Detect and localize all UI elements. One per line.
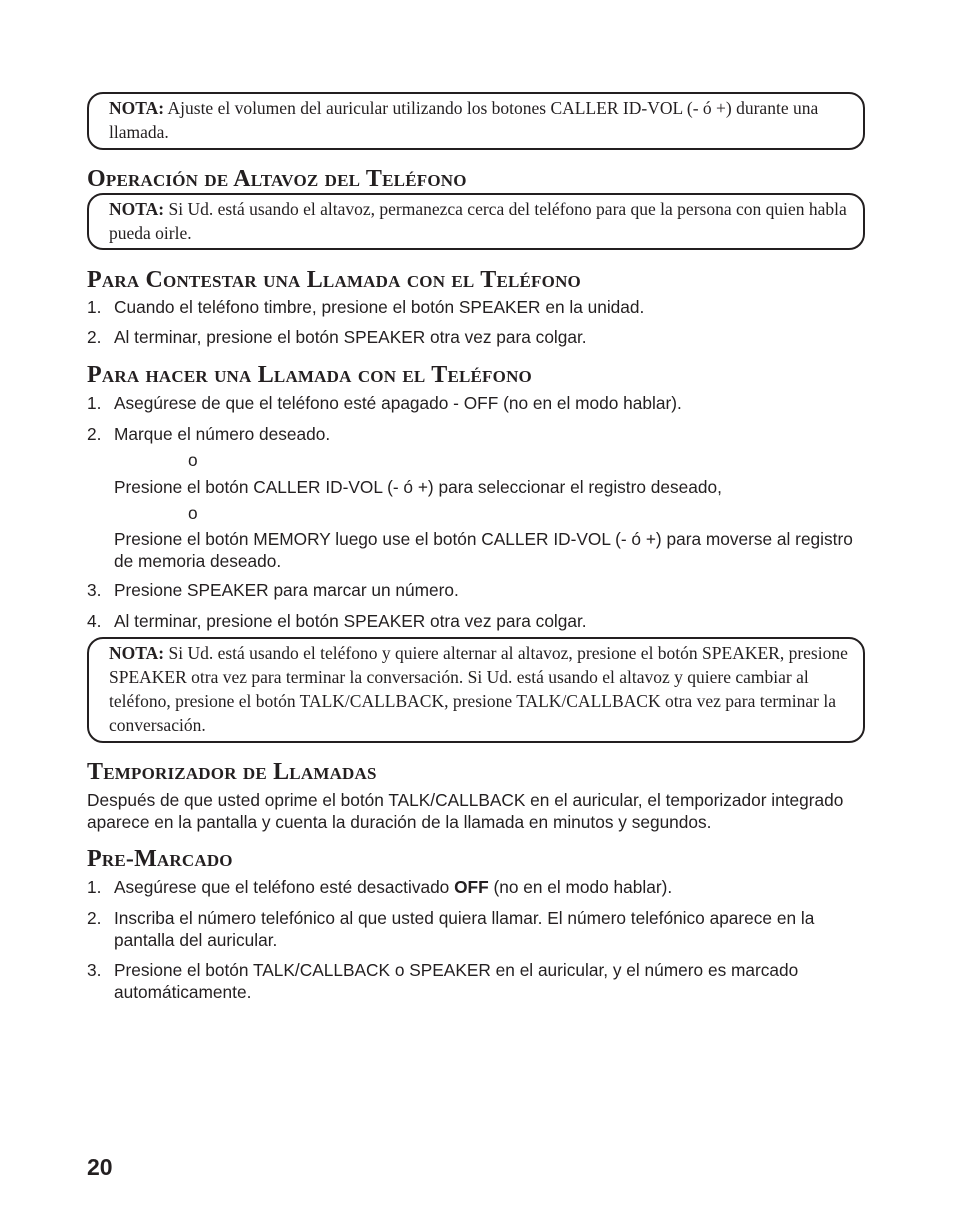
- item-text: Marque el número deseado.: [114, 424, 331, 444]
- note-text: Si Ud. está usando el teléfono y quiere alternar al altavoz, presione el botón SPEAKER, presione SPEAKER otra vez para terminar la conversación. Si Ud. está usando el altavoz y quiere cambiar al teléfono, presione el botón TALK/CALLBACK, presione TALK/CALLBACK otra vez para terminar la conversación.: [109, 643, 848, 735]
- or-separator: o: [188, 503, 198, 523]
- note-text: Ajuste el volumen del auricular utilizando los botones CALLER ID-VOL (- ó +) durante una llamada.: [109, 98, 819, 142]
- note-box-volume: [87, 92, 865, 150]
- heading-answer-call: Para Contestar una Llamada con el Teléfono: [87, 267, 581, 293]
- list-item: [87, 959, 867, 1003]
- heading-make-call: Para hacer una Llamada con el Teléfono: [87, 362, 532, 388]
- list-item: [87, 423, 867, 445]
- heading-call-timer: Temporizador de Llamadas: [87, 759, 377, 785]
- list-item: [87, 610, 867, 632]
- item-text: Cuando el teléfono timbre, presione el botón SPEAKER en la unidad.: [114, 297, 645, 317]
- item-text: [114, 876, 867, 898]
- alternative-step: Presione el botón MEMORY luego use el botón CALLER ID-VOL (- ó +) para moverse al registro de memoria deseado.: [114, 529, 853, 571]
- item-text: Asegúrese de que el teléfono esté apagado - OFF (no en el modo hablar).: [114, 393, 682, 413]
- item-number: 3.: [87, 960, 102, 980]
- item-text-before: Asegúrese que el teléfono esté desactivado: [114, 877, 455, 897]
- note-box-speaker: [87, 193, 865, 250]
- note-label: NOTA:: [109, 199, 165, 219]
- item-text: Presione el botón TALK/CALLBACK o SPEAKER en el auricular, y el número es marcado automáticamente.: [114, 960, 799, 1002]
- heading-speaker-operation: Operación de Altavoz del Teléfono: [87, 166, 467, 192]
- item-text: Presione SPEAKER para marcar un número.: [114, 580, 459, 600]
- off-keyword: OFF: [454, 877, 489, 897]
- item-text: Al terminar, presione el botón SPEAKER otra vez para colgar.: [114, 611, 587, 631]
- note-label: NOTA:: [109, 643, 165, 663]
- item-number: 4.: [87, 611, 102, 631]
- list-item: [87, 296, 867, 318]
- item-number: 2.: [87, 908, 102, 928]
- page-number: 20: [87, 1154, 113, 1180]
- timer-description: Después de que usted oprime el botón TALK/CALLBACK en el auricular, el temporizador integrado aparece en la pantalla y cuenta la duración de la llamada en minutos y segundos.: [87, 790, 844, 832]
- list-item: [87, 876, 867, 898]
- item-text: Al terminar, presione el botón SPEAKER otra vez para colgar.: [114, 327, 587, 347]
- item-number: 1.: [87, 393, 102, 413]
- item-number: 2.: [87, 327, 102, 347]
- alternative-step: Presione el botón CALLER ID-VOL (- ó +) para seleccionar el registro deseado,: [114, 477, 722, 497]
- note-box-switch: [87, 637, 865, 743]
- item-number: 2.: [87, 424, 102, 444]
- item-text: Inscriba el número telefónico al que usted quiera llamar. El número telefónico aparece en la pantalla del auricular.: [114, 908, 815, 950]
- list-item: [87, 326, 867, 348]
- item-number: 1.: [87, 297, 102, 317]
- note-text: Si Ud. está usando el altavoz, permanezca cerca del teléfono para que la persona con quien habla pueda oirle.: [109, 199, 847, 243]
- list-item: [87, 392, 867, 414]
- item-text-after: (no en el modo hablar).: [488, 877, 673, 897]
- note-label: NOTA:: [109, 98, 165, 118]
- item-number: 3.: [87, 580, 102, 600]
- item-number: 1.: [87, 877, 102, 897]
- or-separator: o: [188, 450, 198, 470]
- list-item: [87, 579, 867, 601]
- heading-predial: Pre-Marcado: [87, 846, 233, 872]
- list-item: [87, 907, 867, 951]
